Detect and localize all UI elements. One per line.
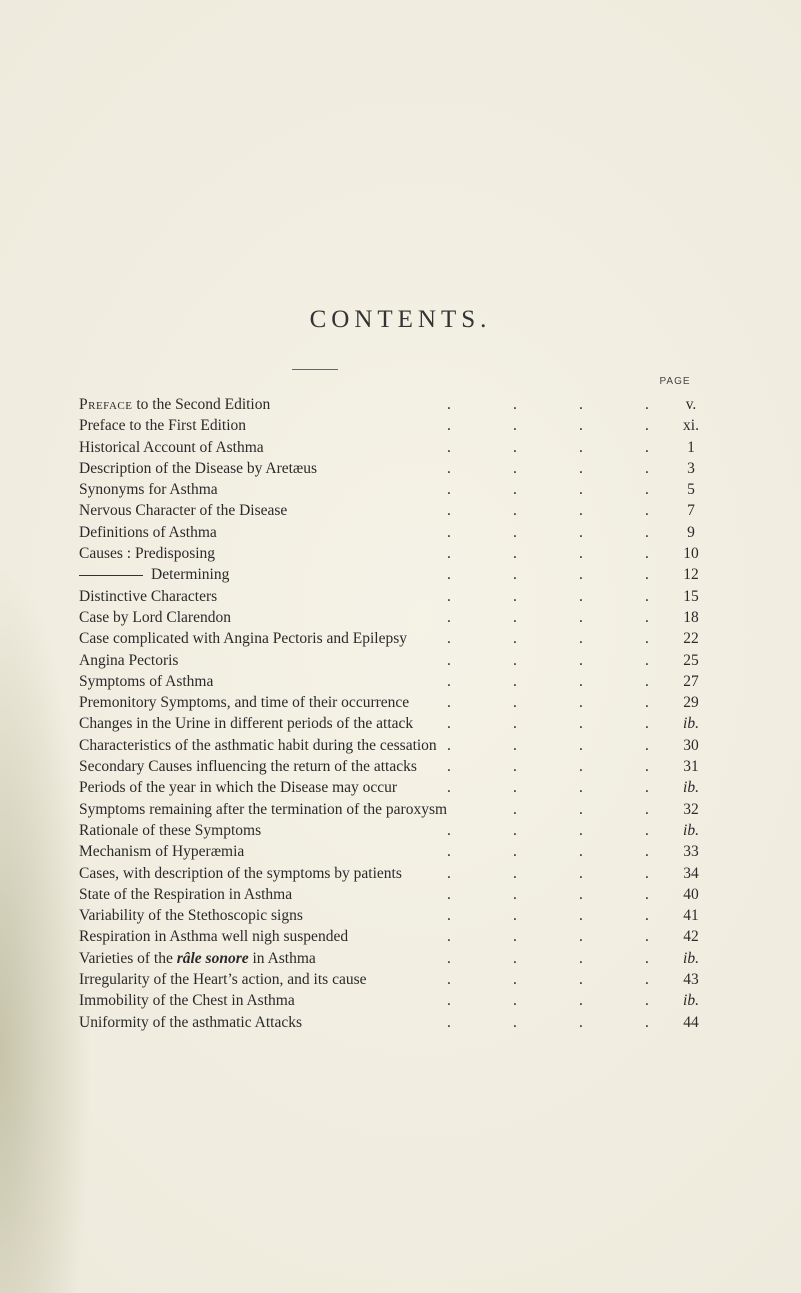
toc-entry-text: Symptoms remaining after the termination of the paroxysm xyxy=(79,800,448,818)
toc-entry-title xyxy=(79,820,261,841)
toc-entry-text: Angina Pectoris xyxy=(79,651,179,669)
toc-entry-page: ib. xyxy=(683,821,699,839)
toc-entry-title xyxy=(79,437,264,458)
toc-entry-text: Preface to the First Edition xyxy=(79,417,247,435)
toc-entry-title xyxy=(79,926,348,947)
toc-entry-text: Characteristics of the asthmatic habit during the cessation xyxy=(79,736,437,754)
toc-entry: Determining . . . . 12 xyxy=(79,564,719,585)
toc-entry-page: ib. xyxy=(683,779,699,797)
toc-entry-page: 42 xyxy=(683,928,699,946)
toc-entry: Angina Pectoris . . . . 25 xyxy=(79,650,719,671)
toc-entry: Definitions of Asthma . . . . 9 xyxy=(79,522,719,543)
toc-entry-text: Uniformity of the asthmatic Attacks xyxy=(79,1013,302,1031)
toc-entry-page: 27 xyxy=(683,672,699,690)
toc-entry-title xyxy=(79,863,402,884)
toc-entry-text: Case complicated with Angina Pectoris and Epilepsy xyxy=(79,630,408,648)
toc-entry-text: Variability of the Stethoscopic signs xyxy=(79,907,303,925)
toc-entry: Preface to the Second Edition . . . . v. xyxy=(79,394,719,415)
toc-entry-title xyxy=(79,884,292,905)
ditto-dash xyxy=(79,575,143,576)
toc-entry-text: Causes : Predisposing xyxy=(79,545,216,563)
toc-entry-title xyxy=(79,799,447,820)
toc-entry-title xyxy=(79,543,215,564)
toc-entry: Historical Account of Asthma . . . . 1 xyxy=(79,437,719,458)
toc-entry: Case by Lord Clarendon . . . . 18 xyxy=(79,607,719,628)
toc-entry-title xyxy=(79,841,244,862)
toc-entry-page: 30 xyxy=(683,736,699,754)
toc-entry: Rationale of these Symptoms . . . . ib. xyxy=(79,820,719,841)
toc-entry-text: Varieties of the xyxy=(79,949,177,967)
toc-entry: Mechanism of Hyperæmia . . . . 33 xyxy=(79,841,719,862)
toc-entry-page: 5 xyxy=(687,481,695,499)
toc-entry-tail: in Asthma xyxy=(248,949,316,967)
toc-entry-page: 1 xyxy=(687,438,695,456)
toc-entry-page: 10 xyxy=(683,545,699,563)
toc-entry-text: Definitions of Asthma xyxy=(79,523,217,541)
toc-entry: Immobility of the Chest in Asthma . . . . ib. xyxy=(79,990,719,1011)
toc-entry-title xyxy=(79,948,316,969)
toc-entry-title xyxy=(79,990,295,1011)
toc-entry: Characteristics of the asthmatic habit during the cessation . . . . 30 xyxy=(79,735,719,756)
toc-entry-title xyxy=(79,500,287,521)
toc-entry-title xyxy=(79,692,409,713)
toc-entry-page: 12 xyxy=(683,566,699,584)
toc-entry: Respiration in Asthma well nigh suspended . . . . 42 xyxy=(79,926,719,947)
toc-entry-page: ib. xyxy=(683,949,699,967)
toc-entry-page: 31 xyxy=(683,758,699,776)
toc-entry-page: xi. xyxy=(683,417,699,435)
toc-entry-text: Distinctive Characters xyxy=(79,587,218,605)
toc-entry-page: 18 xyxy=(683,608,699,626)
toc-entry: Irregularity of the Heart’s action, and its cause . . . . 43 xyxy=(79,969,719,990)
toc-entry-title xyxy=(151,564,229,585)
toc-entry: Cases, with description of the symptoms by patients . . . . 34 xyxy=(79,863,719,884)
toc-entry-title xyxy=(79,1012,302,1033)
toc-entry-page: ib. xyxy=(683,715,699,733)
toc-entry-page: 9 xyxy=(687,523,695,541)
title-rule xyxy=(292,369,338,370)
page-title: CONTENTS. xyxy=(309,306,492,333)
toc-entry-title xyxy=(79,777,397,798)
toc-entry: State of the Respiration in Asthma . . . . 40 xyxy=(79,884,719,905)
toc-entry-text: Cases, with description of the symptoms by patients xyxy=(79,864,402,882)
toc-entry-title xyxy=(79,415,246,436)
toc-entry-page: 33 xyxy=(683,843,699,861)
toc-entry-title xyxy=(79,735,437,756)
toc-entry-text: Secondary Causes influencing the return of the attacks xyxy=(79,758,417,776)
toc-entry: Premonitory Symptoms, and time of their occurrence . . . . 29 xyxy=(79,692,719,713)
toc-entry: Variability of the Stethoscopic signs . . . . 41 xyxy=(79,905,719,926)
toc-entry: Causes : Predisposing . . . . 10 xyxy=(79,543,719,564)
toc-entry-text: Case by Lord Clarendon xyxy=(79,608,231,626)
toc-entry-text: Synonyms for Asthma xyxy=(79,481,218,499)
toc-entry-title xyxy=(79,522,217,543)
toc-entry: Symptoms remaining after the termination of the paroxysm . . . 32 xyxy=(79,799,719,820)
toc-entry-text: Determining xyxy=(151,566,230,584)
toc-entry-page: 29 xyxy=(683,694,699,712)
toc-entry-page: 41 xyxy=(683,907,699,925)
toc-entry-title xyxy=(79,713,413,734)
toc-entry-page: 15 xyxy=(683,587,699,605)
toc-entry-title xyxy=(79,650,178,671)
toc-entry: Distinctive Characters . . . . 15 xyxy=(79,586,719,607)
toc-entry: Nervous Character of the Disease . . . . 7 xyxy=(79,500,719,521)
toc-entry-page: 34 xyxy=(683,864,699,882)
toc-entry-title xyxy=(79,628,407,649)
toc-entry: Changes in the Urine in different periods of the attack . . . . ib. xyxy=(79,713,719,734)
toc-entry-page: 32 xyxy=(683,800,699,818)
toc-entry-title xyxy=(79,586,217,607)
toc-entry-text: Symptoms of Asthma xyxy=(79,672,214,690)
toc-entry-page: 3 xyxy=(687,459,695,477)
toc-entry-title xyxy=(79,671,213,692)
toc-entry-title xyxy=(79,479,218,500)
toc-entry: Preface to the First Edition . . . . xi. xyxy=(79,415,719,436)
toc-entry-text: Respiration in Asthma well nigh suspended xyxy=(79,928,349,946)
toc-entry: Secondary Causes influencing the return of the attacks . . . . 31 xyxy=(79,756,719,777)
toc-entry-page: ib. xyxy=(683,992,699,1010)
toc-entry-title xyxy=(79,458,317,479)
toc-entry-title xyxy=(79,394,270,415)
toc-entry-emphasis: râle sonore xyxy=(176,949,249,967)
toc-entry-lead: Preface xyxy=(79,396,133,413)
page-column-label: PAGE xyxy=(659,376,691,387)
toc-entry: Symptoms of Asthma . . . . 27 xyxy=(79,671,719,692)
toc-entry-text: State of the Respiration in Asthma xyxy=(79,885,293,903)
toc-entry-text: Rationale of these Symptoms xyxy=(79,821,262,839)
toc-entry-title xyxy=(79,607,231,628)
toc-entry-title xyxy=(79,905,303,926)
toc-entry-page: 40 xyxy=(683,885,699,903)
toc-entry-page: 44 xyxy=(683,1013,699,1031)
toc-entry-text: Historical Account of Asthma xyxy=(79,438,264,456)
toc-entry: Periods of the year in which the Disease may occur . . . . ib. xyxy=(79,777,719,798)
toc-entry-title xyxy=(79,756,417,777)
toc-entry: Case complicated with Angina Pectoris and Epilepsy . . . . 22 xyxy=(79,628,719,649)
toc-entry-page: 43 xyxy=(683,971,699,989)
toc-entry-text: Mechanism of Hyperæmia xyxy=(79,843,245,861)
toc-entry-text: Nervous Character of the Disease xyxy=(79,502,288,520)
toc-entry: Varieties of the râle sonore in Asthma . . . . ib. xyxy=(79,948,719,969)
toc-entry-text: Premonitory Symptoms, and time of their occurrence xyxy=(79,694,410,712)
toc-entry-text: Irregularity of the Heart’s action, and its cause xyxy=(79,971,367,989)
toc-entry-page: 25 xyxy=(683,651,699,669)
toc-entry: Uniformity of the asthmatic Attacks . . . . 44 xyxy=(79,1012,719,1033)
toc-entry-page: 7 xyxy=(687,502,695,520)
toc-entry-text: Immobility of the Chest in Asthma xyxy=(79,992,295,1010)
toc-entry-text: Description of the Disease by Aretæus xyxy=(79,459,318,477)
toc-entry-text: to the Second Edition xyxy=(132,396,271,413)
toc-entry-page: 22 xyxy=(683,630,699,648)
toc-entry-text: Changes in the Urine in different periods of the attack xyxy=(79,715,414,733)
toc-entry: Description of the Disease by Aretæus . . . . 3 xyxy=(79,458,719,479)
toc-entry-title xyxy=(79,969,367,990)
toc-entry-text: Periods of the year in which the Disease may occur xyxy=(79,779,398,797)
toc-entry-page: v. xyxy=(685,396,697,413)
toc-entry: Synonyms for Asthma . . . . 5 xyxy=(79,479,719,500)
table-of-contents xyxy=(79,394,719,1033)
